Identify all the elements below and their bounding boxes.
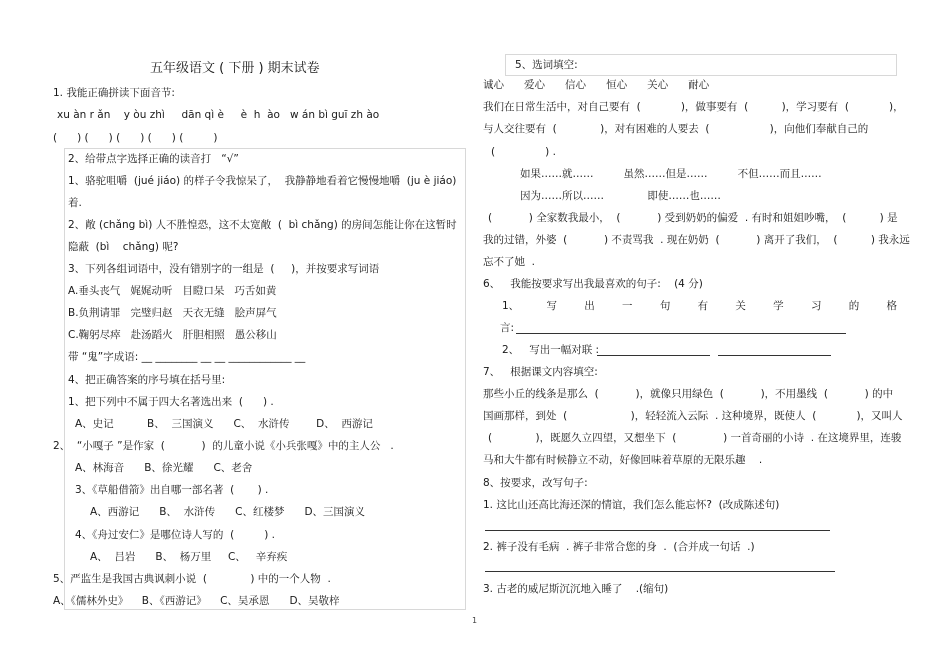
q5-title: 5、选词填空: [515, 59, 578, 71]
q7-line-4: 马和大牛都有时候静立不动，好像回味着草原的无限乐趣 . [483, 454, 763, 466]
q7-line-2: 国画那样，到处 ( )，轻轻流入云际 . 这种境界，既使人 ( )，又叫人 [483, 410, 903, 422]
q6-item-1-char: 出 [584, 300, 595, 312]
q5-line-2: 与人交往要有 ( )，对有困难的人要去 ( )，向他们奉献自己的 [483, 123, 869, 135]
q6-item-1-char: 学 [773, 300, 784, 312]
q2-line-2: 着. [68, 197, 82, 209]
q2-line-4: 隐蔽 (bì chǎng) 呢? [68, 241, 179, 253]
q5-line-1: 我们在日常生活中，对自己要有 ( )，做事要有 ( )，学习要有 ( )， [483, 101, 904, 113]
q3-option-c: C.鞠躬尽瘁 赴汤蹈火 肝胆相照 愚公移山 [68, 329, 277, 341]
q6-item-1-char: 句 [659, 300, 671, 312]
q3-option-b: B.负荆请罪 完璧归赵 天衣无缝 脍声屏气 [68, 307, 277, 319]
q5-word-choices: 诚心 爱心 信心 恒心 关心 耐心 [483, 79, 710, 91]
q4-item-2-options: A、林海音 B、徐光耀 C、老舍 [75, 462, 253, 474]
q8-item-3: 3. 古老的威尼斯沉沉地入睡了 .(缩句) [483, 583, 669, 595]
q4-item-1: 1、把下列中不属于四大名著选出来 ( ) . [68, 396, 274, 408]
q5-line-4: ( ) 全家数我最小， ( ) 受到奶奶的偏爱 . 有时和姐姐吵嘴， ( ) 是 [488, 212, 898, 224]
q6-item-1-char: 有 [697, 300, 709, 312]
q4-item-4: 4、《舟过安仁》是哪位诗人写的 ( ) . [75, 529, 276, 541]
q6-item-1-char: 习 [810, 300, 822, 312]
q6-item-1-char: 关 [735, 300, 746, 312]
page-number: 1 [472, 616, 478, 625]
q4-item-3-options: A、西游记 B、 水浒传 C、红楼梦 D、三国演义 [90, 506, 366, 518]
q2-line-1: 1、骆驼咀嚼 (jué jiáo) 的样子令我惊呆了， 我静静地看着它慢慢地嚼 (ju è jiáo) [68, 175, 457, 187]
q3-option-a: A.垂头丧气 娓娓动听 目瞪口呆 巧舌如黄 [68, 285, 277, 297]
q8-answer-line-1[interactable] [485, 530, 830, 531]
q2-title: 2、给带点字选择正确的读音打 “√” [68, 153, 239, 165]
q5-conjunctions-1: 如果……就…… 虽然……但是…… 不但……而且…… [520, 168, 822, 180]
q7-line-3: ( )，既愿久立四望，又想坐下 ( ) 一首奇丽的小诗 . 在这境界里，连骏 [488, 432, 902, 444]
q6-item-1 [502, 299, 897, 313]
q8-title: 8、按要求，改写句子: [483, 477, 588, 489]
q3-ghost-idioms: 带 “鬼”字成语: __ ________ __ __ ____________ __ [68, 351, 306, 363]
q6-couplet-line-2[interactable] [718, 355, 831, 356]
q5-line-5: 我的过错，外婆 ( ) 不责骂我 . 现在奶奶 ( ) 离开了我们， ( ) 我永远 [483, 234, 910, 246]
q3-title: 3、下列各组词语中，没有错别字的一组是 ( )，并按要求写词语 [68, 263, 380, 275]
q8-item-1: 1. 这比山还高比海还深的情谊，我们怎么能忘怀? (改成陈述句) [483, 499, 780, 511]
q6-item-1-char: 一 [622, 300, 633, 312]
q4-item-1-options: A、史记 B、 三国演义 C、 水浒传 D、 西游记 [75, 418, 373, 430]
q2-line-3: 2、敞 (chǎng bì) 人不胜惶恐，这不太宽敞 ( bì chǎng) 的房间怎能让你在这暂时 [68, 219, 457, 231]
q6-item-1-char: 1、 [502, 300, 520, 312]
q4-item-5: 5、严监生是我国古典讽刺小说 ( ) 中的一个人物 . [53, 573, 331, 585]
q1-answer-blanks: ( ) ( ) ( ) ( ) ( ) [53, 132, 218, 144]
q6-item-1-char: 写 [546, 300, 557, 312]
q7-line-1: 那些小丘的线条是那么 ( )，就像只用绿色 ( )，不用墨线 ( ) 的中 [483, 388, 894, 400]
q5-line-3: ( ) . [491, 146, 556, 158]
q4-item-4-options: A、 吕岩 B、 杨万里 C、 辛弃疾 [90, 551, 288, 563]
q5-line-6: 忘不了她 . [483, 256, 536, 268]
q8-answer-line-2[interactable] [485, 571, 835, 572]
q4-item-2: 2、 “小嘎子 ”是作家 ( ) 的儿童小说《小兵张嘎》中的主人公 . [53, 440, 394, 452]
q6-item-1-char: 的 [848, 300, 860, 312]
q4-item-3: 3、《草船借箭》出自哪一部名著 ( ) . [75, 484, 269, 496]
q1-pinyin: xu àn r ǎn y òu zhì dān qì è è h ào w án bì guī zh ào [57, 109, 380, 121]
q4-item-5-options: A、《儒林外史》 B、《西游记》 C、吴承恩 D、吴敬梓 [53, 595, 340, 607]
q6-item-2: 2、 写出一幅对联 : [502, 344, 600, 356]
q4-title: 4、把正确答案的序号填在括号里: [68, 374, 226, 386]
q6-item-1-label: 言: [500, 322, 515, 334]
q6-title: 6、 我能按要求写出我最喜欢的句子: (4 分) [483, 278, 703, 290]
q6-item-1-char: 格 [886, 300, 897, 312]
q7-title: 7、 根据课文内容填空: [483, 366, 598, 378]
q8-item-2: 2. 裤子没有毛病 . 裤子非常合您的身 . (合并成一句话 .) [483, 541, 755, 553]
q5-conjunctions-2: 因为……所以…… 即使……也…… [520, 190, 721, 202]
q6-couplet-line-1[interactable] [597, 355, 710, 356]
q6-answer-line-1[interactable] [516, 333, 846, 334]
q1-title: 1. 我能正确拼读下面音节: [53, 87, 175, 99]
page-title: 五年级语文 ( 下册 ) 期末试卷 [150, 61, 320, 76]
